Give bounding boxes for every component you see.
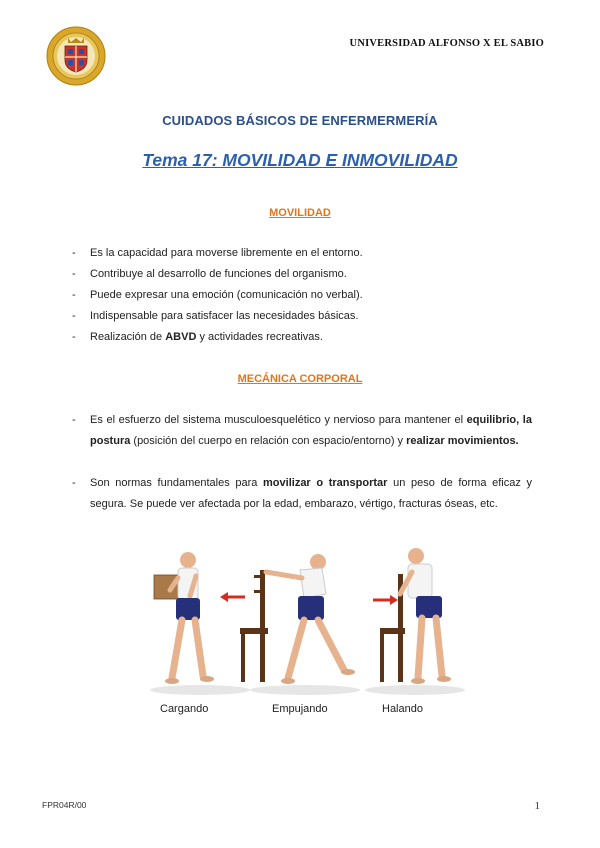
list-item: - Realización de ABVD y actividades recreativas. (72, 327, 532, 348)
university-seal-logo (46, 26, 106, 86)
list-item: - Es la capacidad para moverse libremente en el entorno. (72, 243, 532, 264)
section-heading-movilidad: MOVILIDAD (269, 207, 331, 219)
body-mechanics-illustration (140, 540, 470, 720)
pulling-figure (373, 548, 451, 684)
list-item: - Contribuye al desarrollo de funciones del organismo. (72, 264, 532, 285)
section-heading-mecanica: MECÁNICA CORPORAL (237, 373, 363, 385)
list-item: - Puede expresar una emoción (comunicación no verbal). (72, 285, 532, 306)
carrying-figure (154, 552, 214, 684)
mecanica-paragraph-2: - Son normas fundamentales para movilizar o transportar un peso de forma eficaz y segura. Se puede ver afectada por la edad, embarazo, vértigo, fracturas óseas, etc. (72, 477, 532, 510)
pushing-figure (220, 554, 355, 684)
university-name: UNIVERSIDAD ALFONSO X EL SABIO (349, 38, 544, 49)
caption-pulling: Halando (382, 703, 423, 715)
document-code: FPR04R/00 (42, 800, 87, 810)
caption-carrying: Cargando (160, 703, 209, 715)
topic-title: Tema 17: MOVILIDAD E INMOVILIDAD (142, 150, 458, 170)
list-item: - Indispensable para satisfacer las necesidades básicas. (72, 306, 532, 327)
page-number: 1 (534, 800, 540, 812)
caption-pushing: Empujando (272, 703, 328, 715)
mecanica-paragraph-1: - Es el esfuerzo del sistema musculoesquelético y nervioso para mantener el equilibrio, la postura (posición del cuerpo en relación con espacio/entorno) y realizar movimientos. (72, 414, 532, 447)
course-title: CUIDADOS BÁSICOS DE ENFERMERMERÍA (162, 113, 438, 128)
movilidad-list (72, 243, 532, 348)
